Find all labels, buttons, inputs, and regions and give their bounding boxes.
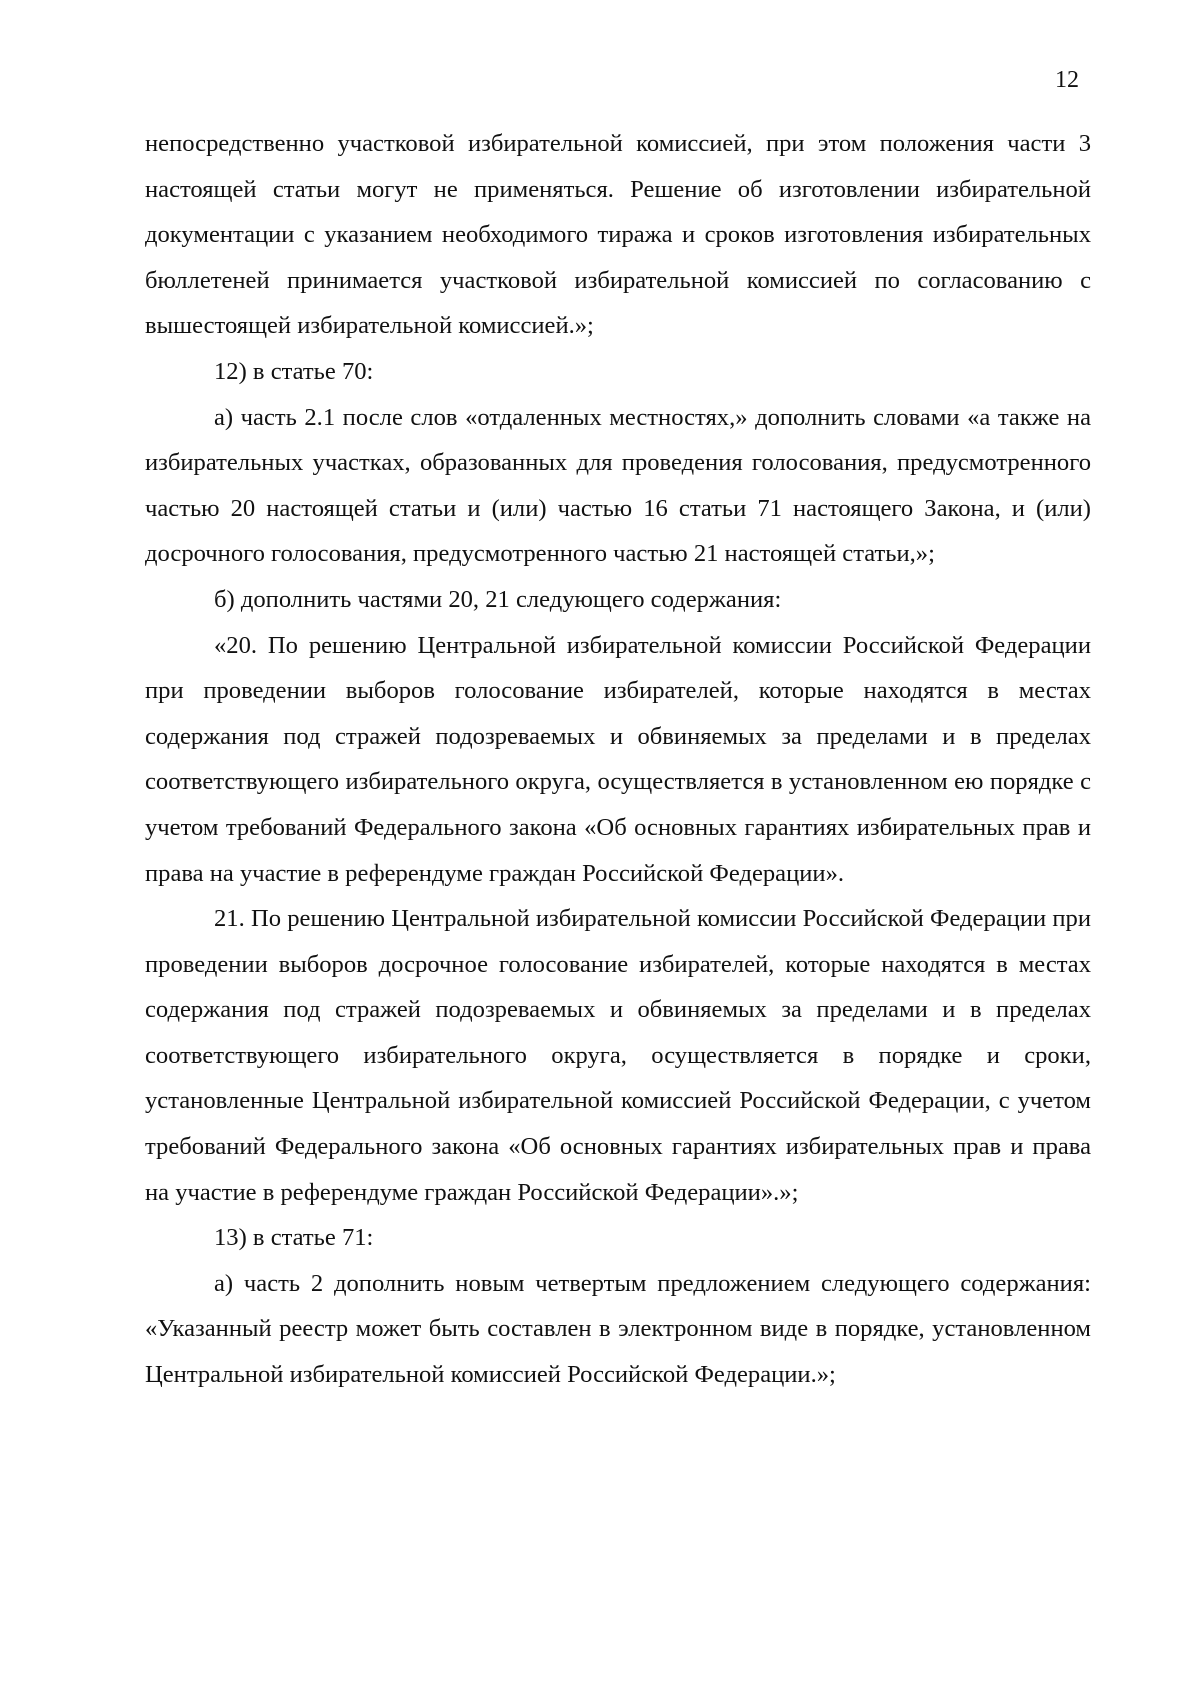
paragraph-item-13: 13) в статье 71: [214, 1224, 374, 1252]
paragraph-item-12: 12) в статье 70: [214, 357, 374, 385]
paragraph-continuation: непосредственно участковой избирательной комиссией, при этом положения части 3 настоящей статьи могут не применяться. Решение об изготовлении избирательной документации с указанием необходимого тиража и сроков изготовления избирательных бюллетеней принимается участковой избирательной комиссией по согласованию с вышестоящей избирательной комиссией.»; [145, 130, 1091, 340]
paragraph-item-12b: б) дополнить частями 20, 21 следующего содержания: [214, 585, 782, 613]
paragraph-item-12a: а) часть 2.1 после слов «отдаленных местностях,» дополнить словами «а также на избирательных участках, образованных для проведения голосования, предусмотренного частью 20 настоящей статьи и (или) частью 16 статьи 71 настоящего Закона, и (или) досрочного голосования, предусмотренного частью 21 настоящей статьи,»; [145, 403, 1091, 568]
page-number: 12 [1055, 67, 1079, 93]
document-body [145, 121, 1091, 1398]
paragraph-part-21: 21. По решению Центральной избирательной комиссии Российской Федерации при проведении выборов досрочное голосование избирателей, которые находятся в местах содержания под стражей подозреваемых и обвиняемых за пределами и в пределах соответствующего избирательного округа, осуществляется в порядке и сроки, установленные Центральной избирательной комиссией Российской Федерации, с учетом требований Федерального закона «Об основных гарантиях избирательных прав и права на участие в референдуме граждан Российской Федерации».»; [145, 905, 1091, 1206]
paragraph-part-20: «20. По решению Центральной избирательной комиссии Российской Федерации при проведении выборов голосование избирателей, которые находятся в местах содержания под стражей подозреваемых и обвиняемых за пределами и в пределах соответствующего избирательного округа, осуществляется в установленном ею порядке с учетом требований Федерального закона «Об основных гарантиях избирательных прав и права на участие в референдуме граждан Российской Федерации». [145, 631, 1091, 887]
paragraph-item-13a: а) часть 2 дополнить новым четвертым предложением следующего содержания: «Указанный реестр может быть составлен в электронном виде в порядке, установленном Центральной избирательной комиссией Российской Федерации.»; [145, 1269, 1091, 1389]
